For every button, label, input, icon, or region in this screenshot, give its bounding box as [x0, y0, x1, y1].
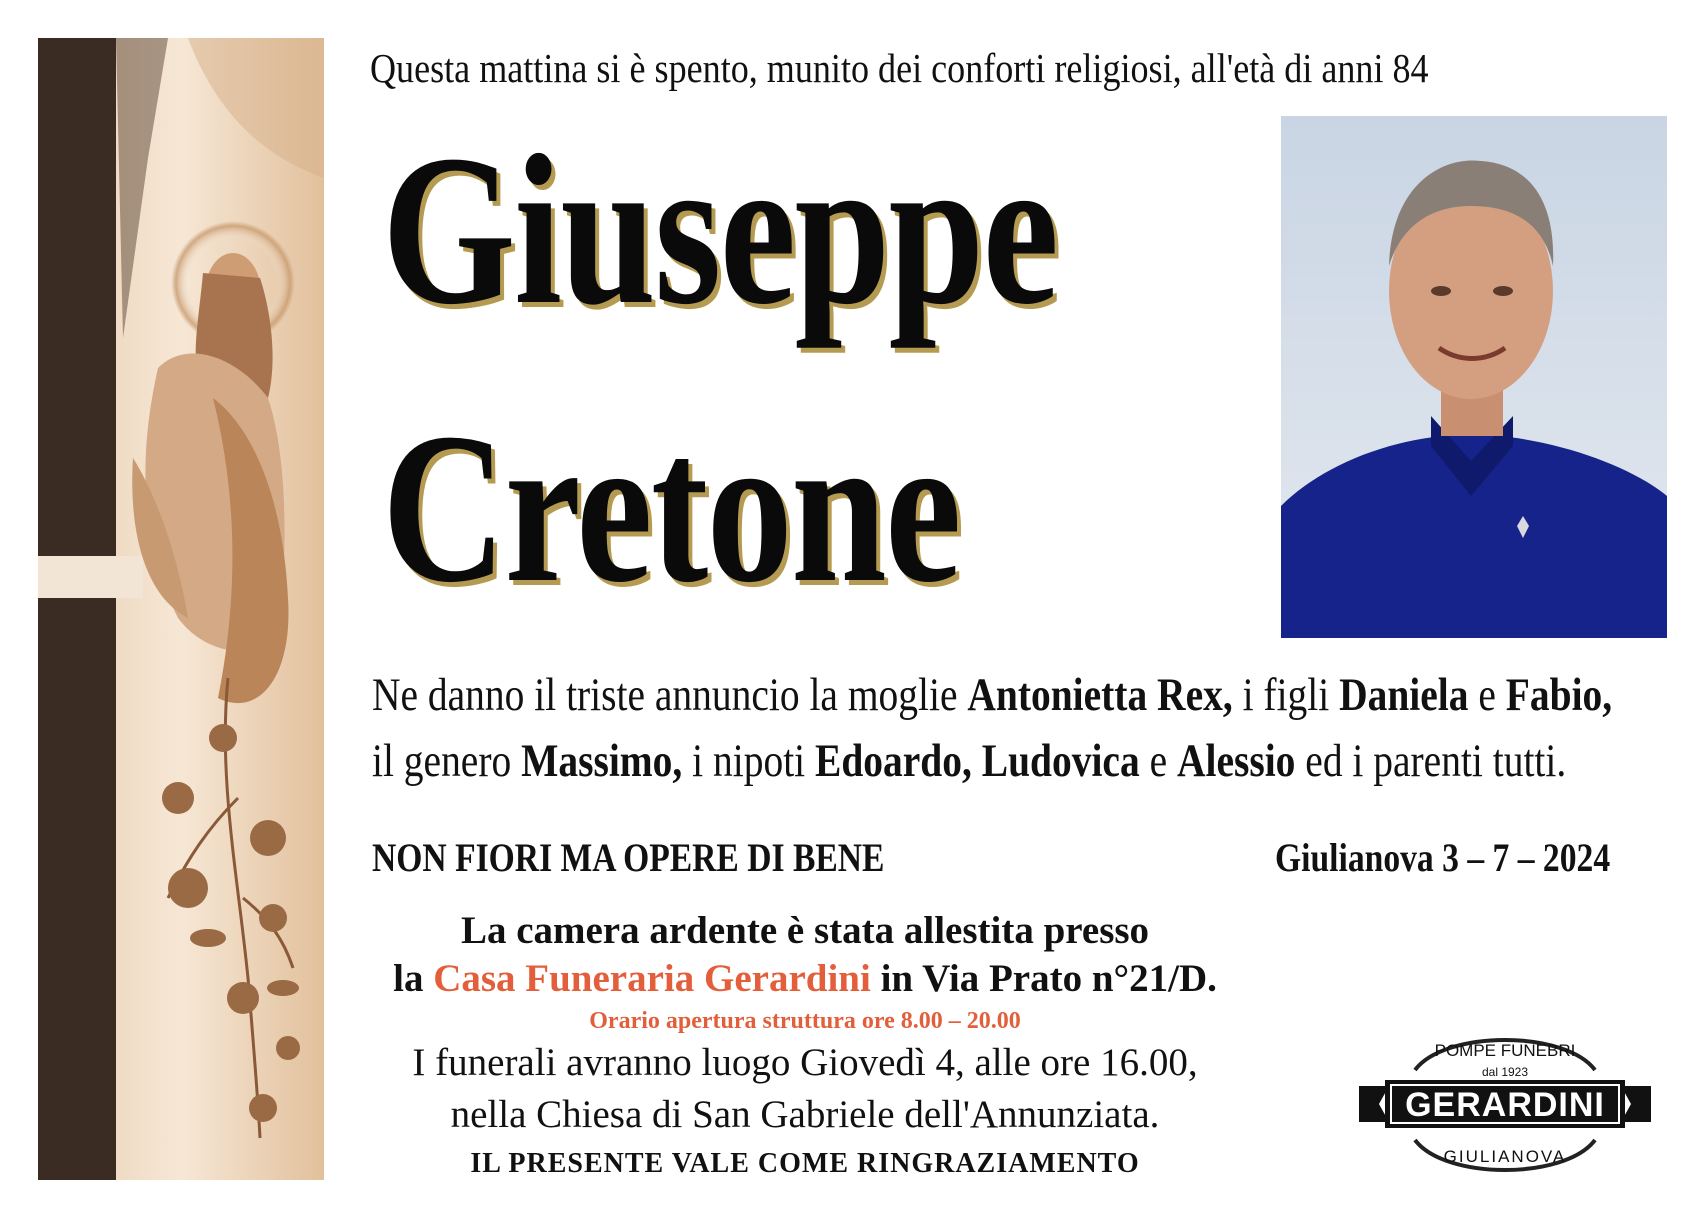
family-member-name: Daniela — [1339, 669, 1469, 721]
family-member-name: Edoardo, Ludovica — [815, 735, 1140, 787]
announcement-text: i figli — [1232, 669, 1340, 721]
chapel-line-1: La camera ardente è stata allestita presso — [460, 909, 1150, 952]
family-member-name: Massimo, — [521, 735, 683, 787]
chapel-line-2-suffix: in Via Prato n°21/D. — [870, 957, 1217, 1000]
announcement-text: il genero — [372, 735, 522, 787]
family-announcement-line-2 — [372, 735, 1567, 788]
announcement-text: i nipoti — [682, 735, 816, 787]
logo-city: GIULIANOVA — [1443, 1147, 1567, 1166]
logo-top-text: POMPE FUNEBRI — [1434, 1041, 1576, 1060]
logo-name: GERARDINI — [1405, 1086, 1605, 1124]
chapel-line-2 — [330, 956, 1280, 1001]
family-member-name: Alessio — [1176, 735, 1296, 787]
chapel-line-2-prefix: la — [393, 957, 434, 1000]
family-announcement-line-1 — [372, 669, 1613, 722]
opening-hours: Orario apertura struttura ore 8.00 – 20.00 — [589, 1008, 1021, 1034]
portrait-photo — [1281, 116, 1667, 638]
thanks-notice: IL PRESENTE VALE COME RINGRAZIAMENTO — [470, 1148, 1140, 1179]
deceased-last-name: Cretone — [382, 388, 960, 627]
religious-artwork — [38, 38, 324, 1180]
no-flowers-notice: NON FIORI MA OPERE DI BENE — [372, 835, 885, 880]
gerardini-logo — [1355, 1022, 1655, 1182]
family-member-name: Fabio, — [1505, 669, 1613, 721]
logo-since: dal 1923 — [1481, 1065, 1529, 1079]
announcement-text: Ne danno il triste annuncio la moglie — [372, 669, 968, 721]
funeral-line-2: nella Chiesa di San Gabriele dell'Annunziata. — [450, 1093, 1160, 1136]
intro-text: Questa mattina si è spento, munito dei conforti religiosi, all'età di anni 84 — [370, 45, 1429, 91]
family-member-name: Antonietta Rex, — [967, 669, 1233, 721]
announcement-text: e — [1468, 669, 1506, 721]
place-and-date: Giulianova 3 – 7 – 2024 — [1275, 835, 1611, 880]
funeral-home-name: Casa Funeraria Gerardini — [433, 957, 871, 1000]
announcement-text: e — [1139, 735, 1177, 787]
announcement-text: ed i parenti tutti. — [1295, 735, 1567, 787]
deceased-first-name: Giuseppe — [382, 110, 1058, 349]
funeral-line-1: I funerali avranno luogo Giovedì 4, alle ore 16.00, — [412, 1041, 1198, 1084]
